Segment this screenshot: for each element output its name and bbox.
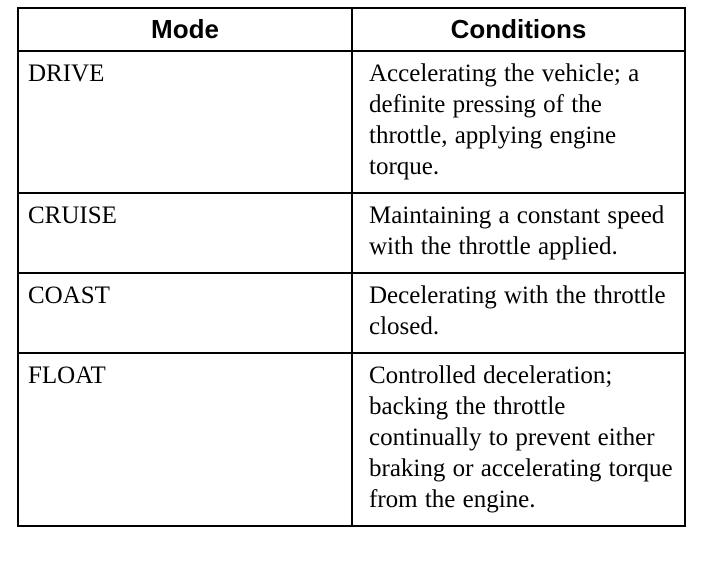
header-mode: Mode [18,8,352,51]
mode-cell: CRUISE [18,193,352,273]
table-row [18,353,685,526]
conditions-cell: Maintaining a constant speed with the throttle applied. [352,193,685,273]
mode-cell: COAST [18,273,352,353]
conditions-cell: Controlled deceleration; backing the throttle continually to prevent either braking or accelerating torque from the engine. [352,353,685,526]
conditions-cell: Accelerating the vehicle; a definite pressing of the throttle, applying engine torque. [352,51,685,193]
mode-cell: DRIVE [18,51,352,193]
header-conditions: Conditions [352,8,685,51]
table-row [18,51,685,193]
table-row [18,273,685,353]
conditions-cell: Decelerating with the throttle closed. [352,273,685,353]
table-row [18,193,685,273]
mode-cell: FLOAT [18,353,352,526]
mode-conditions-table [17,7,686,527]
table-header-row [18,8,685,51]
